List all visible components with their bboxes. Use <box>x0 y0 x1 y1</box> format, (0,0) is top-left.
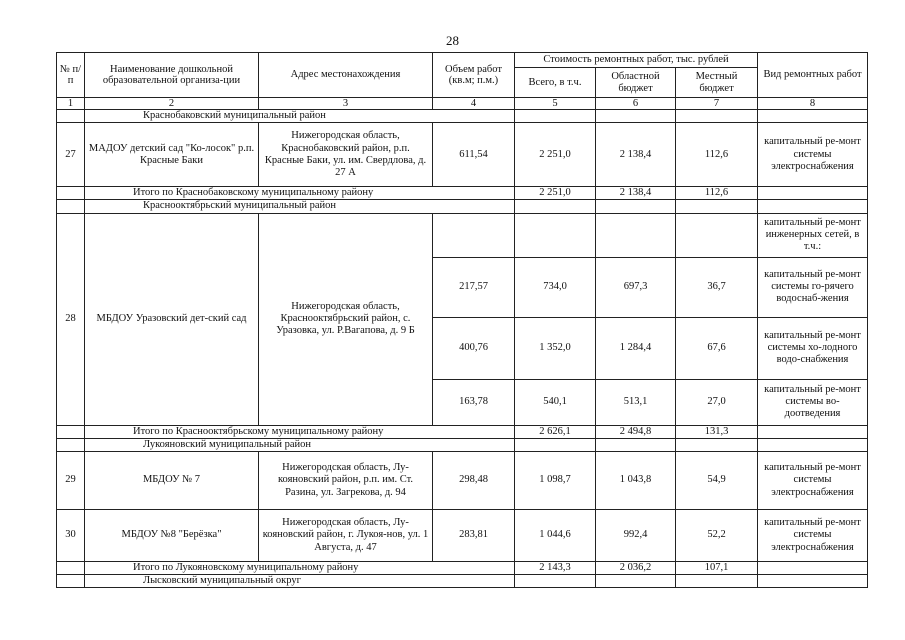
empty-cell <box>758 200 868 213</box>
district-summary-row <box>57 187 868 200</box>
header-cost-group: Стоимость ремонтных работ, тыс. рублей <box>515 53 758 68</box>
item-number: 29 <box>57 452 85 510</box>
cost-local <box>676 213 758 257</box>
cost-local: 54,9 <box>676 452 758 510</box>
district-title: Лысковский муниципальный округ <box>85 575 515 588</box>
district-title: Лукояновский муниципальный район <box>85 438 515 451</box>
item-number: 27 <box>57 123 85 187</box>
cost-local: 36,7 <box>676 257 758 317</box>
column-number: 7 <box>676 98 758 110</box>
table-row <box>57 452 868 510</box>
header-volume: Объем работ (кв.м; п.м.) <box>433 53 515 98</box>
work-kind: капитальный ре-монт системы го-рячего водоснаб-жения <box>758 257 868 317</box>
empty-cell <box>758 425 868 438</box>
cost-total: 540,1 <box>515 379 596 425</box>
empty-cell <box>676 438 758 451</box>
empty-cell <box>676 200 758 213</box>
header-regional: Областной бюджет <box>596 68 676 98</box>
empty-cell <box>515 200 596 213</box>
empty-cell <box>515 438 596 451</box>
work-volume <box>433 213 515 257</box>
district-summary-row <box>57 562 868 575</box>
empty-cell <box>57 562 85 575</box>
cost-regional: 2 138,4 <box>596 123 676 187</box>
institution-address: Нижегородская область, Краснооктябрьский район, с. Уразовка, ул. Р.Вагапова, д. 9 Б <box>259 213 433 425</box>
empty-cell <box>515 110 596 123</box>
cost-local: 67,6 <box>676 317 758 379</box>
item-number: 30 <box>57 510 85 562</box>
work-volume: 163,78 <box>433 379 515 425</box>
institution-address: Нижегородская область, Лу-кояновский район, р.п. им. Ст. Разина, ул. Загрекова, д. 94 <box>259 452 433 510</box>
summary-total: 2 251,0 <box>515 187 596 200</box>
summary-regional: 2 494,8 <box>596 425 676 438</box>
page-number: 28 <box>446 33 459 48</box>
cost-regional: 697,3 <box>596 257 676 317</box>
empty-cell <box>57 110 85 123</box>
empty-cell <box>758 562 868 575</box>
summary-local: 107,1 <box>676 562 758 575</box>
cost-total: 1 352,0 <box>515 317 596 379</box>
cost-total <box>515 213 596 257</box>
district-header-row <box>57 110 868 123</box>
district-header-row <box>57 438 868 451</box>
empty-cell <box>676 575 758 588</box>
summary-regional: 2 036,2 <box>596 562 676 575</box>
header-local: Местный бюджет <box>676 68 758 98</box>
district-title: Краснобаковский муниципальный район <box>85 110 515 123</box>
repair-works-table <box>56 52 868 588</box>
cost-total: 734,0 <box>515 257 596 317</box>
table-row <box>57 510 868 562</box>
header-name: Наименование дошкольной образовательной организа-ции <box>85 53 259 98</box>
work-kind: капитальный ре-монт системы электроснабжения <box>758 452 868 510</box>
empty-cell <box>596 438 676 451</box>
summary-label: Итого по Краснооктябрьскому муниципальному району <box>85 425 515 438</box>
district-summary-row <box>57 425 868 438</box>
column-number: 5 <box>515 98 596 110</box>
cost-local: 112,6 <box>676 123 758 187</box>
summary-total: 2 626,1 <box>515 425 596 438</box>
cost-regional: 992,4 <box>596 510 676 562</box>
empty-cell <box>596 575 676 588</box>
empty-cell <box>57 187 85 200</box>
work-kind: капитальный ре-монт системы хо-лодного водо-снабжения <box>758 317 868 379</box>
column-number: 1 <box>57 98 85 110</box>
empty-cell <box>758 438 868 451</box>
summary-local: 112,6 <box>676 187 758 200</box>
cost-total: 2 251,0 <box>515 123 596 187</box>
empty-cell <box>758 187 868 200</box>
empty-cell <box>57 575 85 588</box>
cost-local: 27,0 <box>676 379 758 425</box>
header-kind: Вид ремонтных работ <box>758 53 868 98</box>
work-volume: 400,76 <box>433 317 515 379</box>
institution-name: МБДОУ Уразовский дет-ский сад <box>85 213 259 425</box>
empty-cell <box>758 110 868 123</box>
work-volume: 217,57 <box>433 257 515 317</box>
column-number: 4 <box>433 98 515 110</box>
empty-cell <box>676 110 758 123</box>
empty-cell <box>57 200 85 213</box>
column-number: 6 <box>596 98 676 110</box>
cost-regional: 1 043,8 <box>596 452 676 510</box>
work-volume: 611,54 <box>433 123 515 187</box>
work-kind: капитальный ре-монт системы электроснабжения <box>758 510 868 562</box>
institution-address: Нижегородская область, Лу-кояновский район, г. Лукоя-нов, ул. 1 Августа, д. 47 <box>259 510 433 562</box>
header-num: № п/п <box>57 53 85 98</box>
district-title: Краснооктябрьский муниципальный район <box>85 200 515 213</box>
cost-total: 1 044,6 <box>515 510 596 562</box>
header-total: Всего, в т.ч. <box>515 68 596 98</box>
work-kind: капитальный ре-монт инженерных сетей, в т.ч.: <box>758 213 868 257</box>
empty-cell <box>57 438 85 451</box>
cost-total: 1 098,7 <box>515 452 596 510</box>
summary-label: Итого по Лукояновскому муниципальному району <box>85 562 515 575</box>
district-header-row <box>57 575 868 588</box>
summary-label: Итого по Краснобаковскому муниципальному району <box>85 187 515 200</box>
summary-regional: 2 138,4 <box>596 187 676 200</box>
table-row <box>57 123 868 187</box>
empty-cell <box>596 200 676 213</box>
cost-regional: 1 284,4 <box>596 317 676 379</box>
work-volume: 283,81 <box>433 510 515 562</box>
summary-local: 131,3 <box>676 425 758 438</box>
column-numbers-row <box>57 98 868 110</box>
column-number: 3 <box>259 98 433 110</box>
work-kind: капитальный ре-монт системы электроснабжения <box>758 123 868 187</box>
header-address: Адрес местонахождения <box>259 53 433 98</box>
institution-name: МБДОУ №8 "Берёзка" <box>85 510 259 562</box>
cost-local: 52,2 <box>676 510 758 562</box>
institution-name: МБДОУ № 7 <box>85 452 259 510</box>
district-header-row <box>57 200 868 213</box>
table-row <box>57 213 868 257</box>
summary-total: 2 143,3 <box>515 562 596 575</box>
institution-name: МАДОУ детский сад "Ко-лосок" р.п. Красные Баки <box>85 123 259 187</box>
institution-address: Нижегородская область, Краснобаковский район, р.п. Красные Баки, ул. им. Свердлова, д. 27 А <box>259 123 433 187</box>
empty-cell <box>758 575 868 588</box>
work-kind: капитальный ре-монт системы во-доотведения <box>758 379 868 425</box>
item-number: 28 <box>57 213 85 425</box>
empty-cell <box>57 425 85 438</box>
cost-regional <box>596 213 676 257</box>
column-number: 8 <box>758 98 868 110</box>
work-volume: 298,48 <box>433 452 515 510</box>
cost-regional: 513,1 <box>596 379 676 425</box>
empty-cell <box>515 575 596 588</box>
empty-cell <box>596 110 676 123</box>
column-number: 2 <box>85 98 259 110</box>
